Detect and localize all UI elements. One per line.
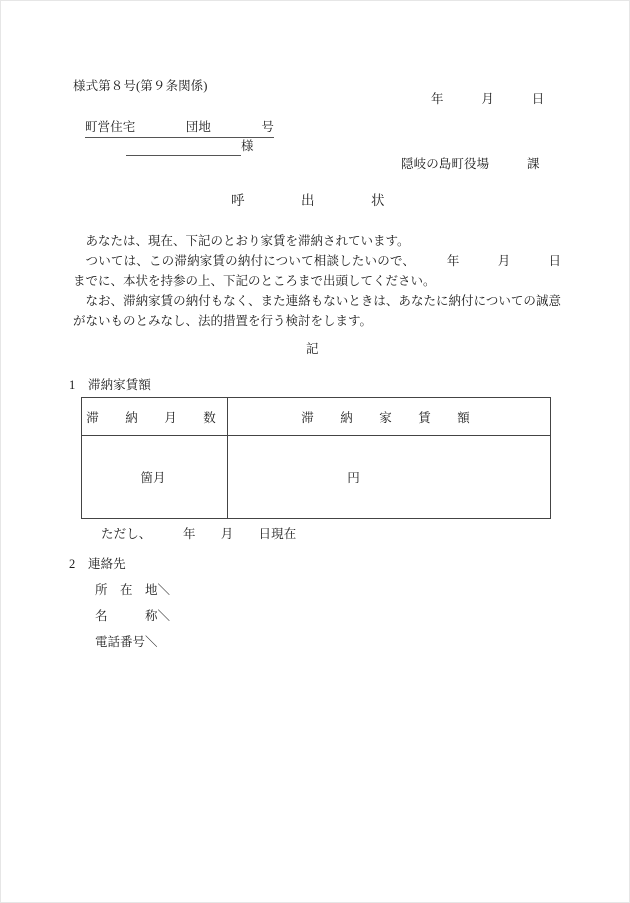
section-1-label: 滞納家賃額 xyxy=(87,378,151,392)
table-header-months: 滞 納 月 数 xyxy=(82,398,228,436)
contact-address-blank-mark: ＼ xyxy=(157,583,171,597)
section-2-label: 連絡先 xyxy=(87,557,126,571)
issue-date-line: 年 月 日 xyxy=(431,92,545,106)
body-paragraph-1: あなたは、現在、下記のとおり家賃を滞納されています。 xyxy=(85,234,410,248)
contact-address-label: 所 在 地 xyxy=(95,583,158,597)
contact-phone-label: 電話番号 xyxy=(95,635,146,649)
contact-name-label: 名 称 xyxy=(95,609,158,623)
section-2-heading xyxy=(69,558,126,571)
addressee-name-blank xyxy=(126,140,227,153)
document-title: 呼 出 状 xyxy=(231,193,385,208)
contact-name-blank-mark: ＼ xyxy=(157,609,171,623)
addressee-honorific: 様 xyxy=(241,139,254,153)
body-text-block xyxy=(73,231,561,331)
contact-name-row xyxy=(95,610,170,623)
table-cell-months-value: 箇月 xyxy=(82,436,228,519)
table-header-row xyxy=(82,398,551,436)
table-cell-amount-value: 円 xyxy=(228,436,551,519)
issuer-office-label: 隠岐の島町役場 課 xyxy=(401,157,540,171)
table-as-of-note: ただし、 年 月 日現在 xyxy=(101,527,297,541)
contact-phone-blank-mark: ＼ xyxy=(145,635,158,649)
ki-marker: 記 xyxy=(306,342,319,356)
contact-phone-row xyxy=(95,636,158,649)
addressee-name-underline xyxy=(126,155,241,156)
body-paragraph-2: ついては、この滞納家賃の納付について相談したいので、 年 月 日までに、本状を持参の上、下記のところまで出頭してください。 xyxy=(73,254,561,288)
addressee-housing-line: 町営住宅 団地 号 xyxy=(85,121,274,138)
contact-address-row xyxy=(95,584,170,597)
form-id-label: 様式第８号(第９条関係) xyxy=(73,79,208,93)
section-1-gap xyxy=(75,378,88,392)
section-1-heading xyxy=(69,379,151,392)
table-row xyxy=(82,436,551,519)
body-paragraph-3: なお、滞納家賃の納付もなく、また連絡もないときは、あなたに納付についての誠意がないものとみなし、法的措置を行う検討をします。 xyxy=(73,294,561,328)
section-2-gap xyxy=(75,557,88,571)
section-1-number: 1 xyxy=(69,378,76,392)
table-header-amount: 滞 納 家 賃 額 xyxy=(228,398,551,436)
section-2-number: 2 xyxy=(69,557,76,571)
arrears-table xyxy=(81,397,551,519)
